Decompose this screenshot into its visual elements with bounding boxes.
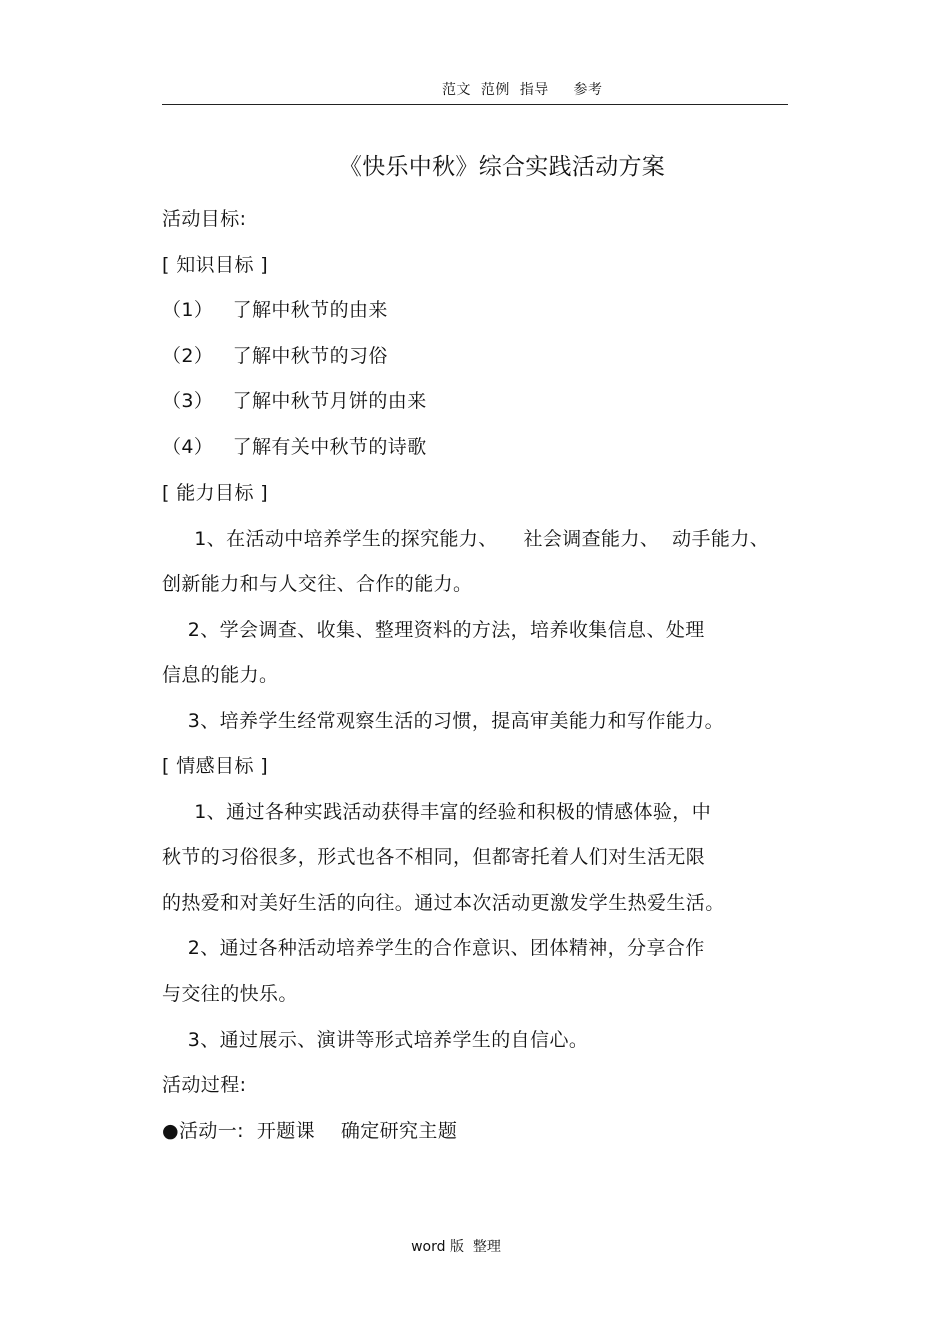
subheading-knowledge-goals: [ 知识目标 ] [162,254,269,276]
paragraph-line: 1、通过各种实践活动获得丰富的经验和积极的情感体验，中 [162,801,712,823]
list-item: （3） 了解中秋节月饼的由来 [162,390,427,412]
paragraph-line: 秋节的习俗很多，形式也各不相同，但都寄托着人们对生活无限 [162,846,706,868]
paragraph-line: 1、在活动中培养学生的探究能力、 社会调查能力、 动手能力、 [162,528,770,550]
paragraph-line: 与交往的快乐。 [162,983,298,1005]
paragraph-line: 2、学会调查、收集、整理资料的方法，培养收集信息、处理 [162,619,705,641]
paragraph-line: 3、通过展示、演讲等形式培养学生的自信心。 [162,1029,589,1051]
section-heading-goals: 活动目标: [162,208,247,230]
document-title: 《快乐中秋》综合实践活动方案 [338,154,666,180]
paragraph-line: 的热爱和对美好生活的向往。通过本次活动更激发学生热爱生活。 [162,892,725,914]
subheading-emotion-goals: [ 情感目标 ] [162,755,269,777]
list-item: （2） 了解中秋节的习俗 [162,345,388,367]
paragraph-line: 创新能力和与人交往、合作的能力。 [162,573,473,595]
subheading-ability-goals: [ 能力目标 ] [162,482,269,504]
list-item: （4） 了解有关中秋节的诗歌 [162,436,427,458]
bullet-activity-one: ●活动一: 开题课 确定研究主题 [162,1120,458,1142]
paragraph-line: 2、通过各种活动培养学生的合作意识、团体精神，分享合作 [162,937,705,959]
section-heading-process: 活动过程: [162,1074,247,1096]
paragraph-line: 信息的能力。 [162,664,279,686]
page-header-text: 范文 范例 指导 参考 [442,82,603,98]
list-item: （1） 了解中秋节的由来 [162,299,388,321]
page-footer-text: word 版 整理 [411,1239,501,1255]
paragraph-line: 3、培养学生经常观察生活的习惯，提高审美能力和写作能力。 [162,710,725,732]
